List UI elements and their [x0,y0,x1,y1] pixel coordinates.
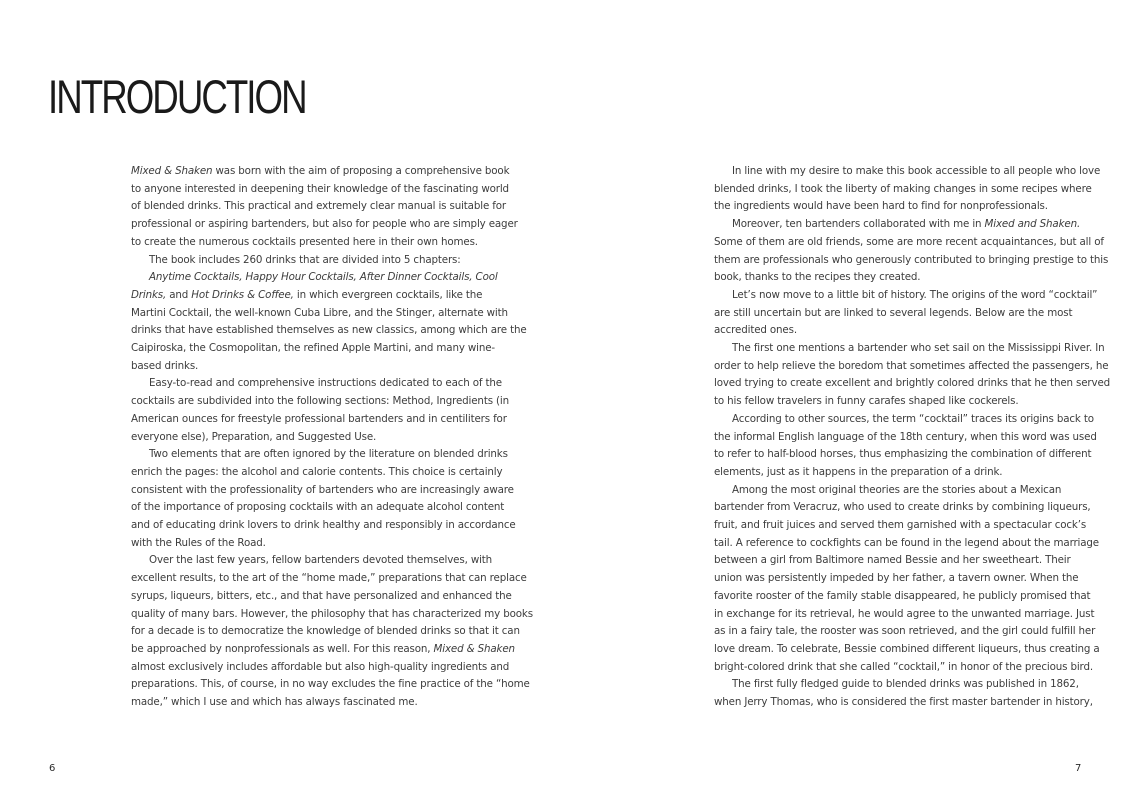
text-line: to anyone interested in deepening their knowledge of the fascinating world [131,182,509,195]
italic-title: Drinks, [131,288,167,301]
page-number-right: 7 [1075,763,1082,774]
text-line: be approached by nonprofessionals as well. For this reason, Mixed & Shaken [131,642,515,655]
text-line: professional or aspiring bartenders, but also for people who are simply eager [131,218,518,231]
text-line: blended drinks, I took the liberty of making changes in some recipes where [714,182,1092,195]
text-line: as in a fairy tale, the rooster was soon retrieved, and the girl could fulfill her [714,625,1096,638]
text-line: the informal English language of the 18th century, when this word was used [714,430,1097,443]
text-line: in exchange for its retrieval, he would agree to the unwanted marriage. Just [714,607,1095,620]
text-line: The first one mentions a bartender who set sail on the Mississippi River. In [732,342,1105,355]
text-line: excellent results, to the art of the “home made,” preparations that can replace [131,572,527,585]
text-line: union was persistently impeded by her father, a tavern owner. When the [714,572,1079,585]
text-line: favorite rooster of the family stable disappeared, he publicly promised that [714,589,1091,602]
text-line: the ingredients would have been hard to find for nonprofessionals. [714,200,1048,213]
text-line: fruit, and fruit juices and served them garnished with a spectacular cock’s [714,519,1087,532]
text-line: tail. A reference to cockfights can be found in the legend about the marriage [714,536,1099,549]
italic-title: Hot Drinks & Coffee, [191,288,294,301]
text-line: Two elements that are often ignored by the literature on blended drinks [149,448,508,461]
text-line: Drinks, and Hot Drinks & Coffee, in which evergreen cocktails, like the [131,288,483,301]
text-line: Let’s now move to a little bit of history. The origins of the word “cocktail” [732,288,1098,301]
text-line: The first fully fledged guide to blended drinks was published in 1862, [732,678,1079,691]
text-line: to create the numerous cocktails presented here in their own homes. [131,235,478,248]
text-line: Easy-to-read and comprehensive instructions dedicated to each of the [149,377,502,390]
text-line: and of educating drink lovers to drink healthy and responsibly in accordance [131,519,516,532]
text-line: According to other sources, the term “cocktail” traces its origins back to [732,412,1094,425]
text-line: drinks that have established themselves as new classics, among which are the [131,324,527,337]
text-line: American ounces for freestyle professional bartenders and in centiliters for [131,412,507,425]
text-line: love dream. To celebrate, Bessie combined different liqueurs, thus creating a [714,642,1100,655]
right-column-text [714,163,1111,712]
text-line: them are professionals who generously contributed to bringing prestige to this [714,253,1109,266]
text-line: Over the last few years, fellow bartenders devoted themselves, with [149,554,493,567]
text-line: elements, just as it happens in the preparation of a drink. [714,465,1003,478]
text-line: of blended drinks. This practical and extremely clear manual is suitable for [131,200,506,213]
text-line: for a decade is to democratize the knowledge of blended drinks so that it can [131,625,520,638]
text-line: cocktails are subdivided into the following sections: Method, Ingredients (in [131,395,509,408]
italic-title: Mixed & Shaken [131,165,213,177]
text-line: almost exclusively includes affordable but also high-quality ingredients and [131,660,510,673]
text-line: accredited ones. [714,324,797,337]
text-line: when Jerry Thomas, who is considered the first master bartender in history, [714,696,1093,709]
text-line: preparations. This, of course, in no way excludes the fine practice of the “home [131,678,530,691]
text-line: between a girl from Baltimore named Bessie and her sweetheart. Their [714,554,1071,567]
text-line [131,269,503,287]
text-line: syrups, liqueurs, bitters, etc., and that have personalized and enhanced the [131,589,512,602]
italic-title: Mixed & Shaken [433,642,515,655]
text-line: based drinks. [131,359,199,372]
text-line: loved trying to create excellent and brightly colored drinks that he then served [714,377,1111,390]
text-line: quality of many bars. However, the philosophy that has characterized my books [131,607,533,620]
left-column-text [131,163,533,712]
text-line: order to help relieve the boredom that sometimes affected the passengers, he [714,359,1109,372]
text-line: Martini Cocktail, the well-known Cuba Libre, and the Stinger, alternate with [131,306,508,319]
text-line: Among the most original theories are the stories about a Mexican [732,483,1062,496]
text-line: enrich the pages: the alcohol and calorie contents. This choice is certainly [131,465,503,478]
text-line: The book includes 260 drinks that are divided into 5 chapters: [149,253,461,266]
text-line: bright-colored drink that she called “cocktail,” in honor of the precious bird. [714,660,1093,673]
text-line: Caipiroska, the Cosmopolitan, the refined Apple Martini, and many wine- [131,342,495,355]
text-line: to refer to half-blood horses, thus emphasizing the combination of different [714,448,1092,461]
text-line: with the Rules of the Road. [131,536,266,549]
italic-title: Anytime Cocktails, Happy Hour Cocktails, After Dinner Cocktails, Cool [149,271,498,284]
text-line: Some of them are old friends, some are more recent acquaintances, but all of [714,235,1104,248]
page-title: INTRODUCTION [48,70,306,124]
text-line: book, thanks to the recipes they created. [714,271,921,284]
italic-title: Mixed and Shaken. [984,218,1081,231]
text-line: everyone else), Preparation, and Suggested Use. [131,430,377,443]
text-line: bartender from Veracruz, who used to create drinks by combining liqueurs, [714,501,1091,514]
text-line: of the importance of proposing cocktails with an adequate alcohol content [131,501,505,514]
text-line: Mixed & Shaken was born with the aim of proposing a comprehensive book [131,165,510,177]
text-line: Moreover, ten bartenders collaborated with me in Mixed and Shaken. [732,218,1081,231]
text-line: consistent with the professionality of bartenders who are increasingly aware [131,483,514,496]
text-line: made,” which I use and which has always fascinated me. [131,696,418,709]
text-line: In line with my desire to make this book accessible to all people who love [732,165,1101,177]
text-line: are still uncertain but are linked to several legends. Below are the most [714,306,1073,319]
text-line: to his fellow travelers in funny carafes shaped like cockerels. [714,395,1019,408]
page-number-left: 6 [49,763,56,774]
